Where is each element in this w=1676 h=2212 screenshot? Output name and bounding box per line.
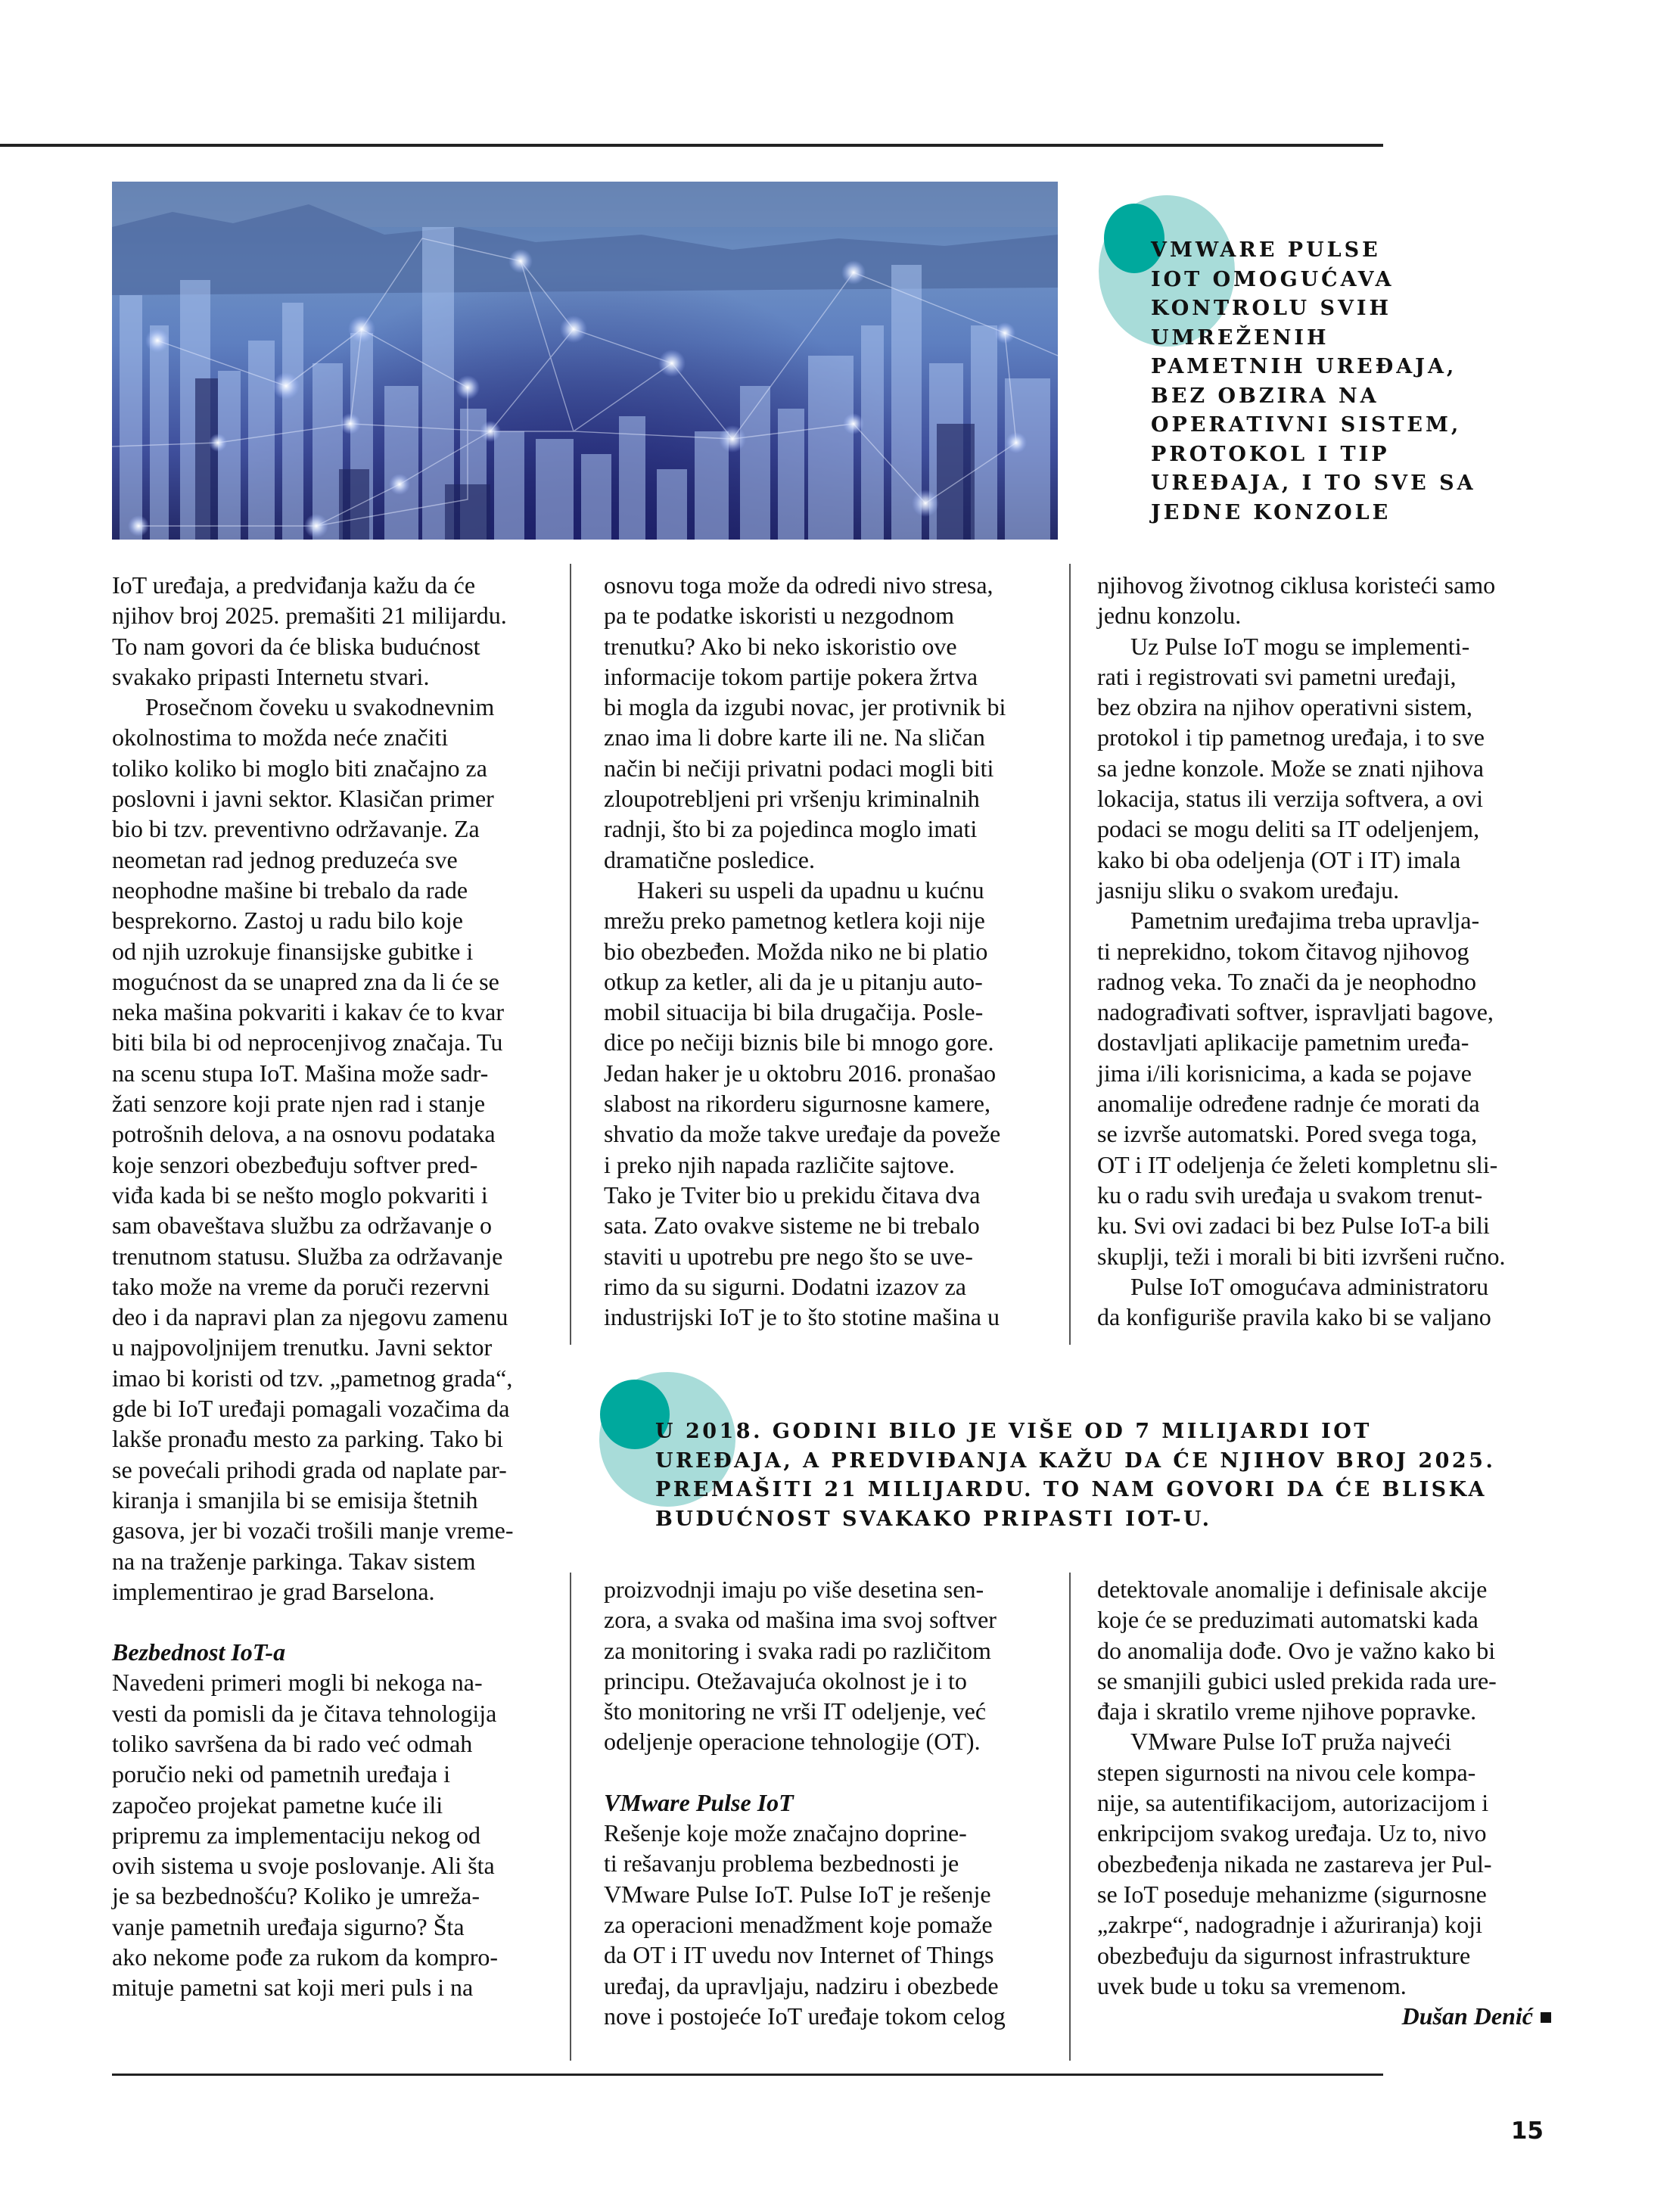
text-line: jasniju sliku o svakom uređaju. [1097,876,1400,904]
text-line: Uz Pulse IoT mogu se implementi- [1130,632,1470,660]
text-line: VMware Pulse IoT pruža najveći [1130,1728,1452,1756]
text-line: besprekorno. Zastoj u radu bilo koje [112,907,463,935]
city-network-illustration [112,182,1058,540]
text-line: VMware Pulse IoT. Pulse IoT je rešenje [604,1880,991,1908]
text-line: mituje pametni sat koji meri puls i na [112,1974,474,2002]
text-line: njihov broj 2025. premašiti 21 milijardu. [112,602,507,630]
text-line: deo i da napravi plan za njegovu zamenu [112,1303,508,1331]
paragraph [604,1818,1058,2031]
text-line: okolnostima to možda neće značiti [112,723,449,751]
text-line: kako bi oba odeljenja (OT i IT) imala [1097,845,1461,873]
pullquote-line: UREĐAJA, I TO SVE SA [1151,471,1476,495]
text-line: tako može na vreme da poruči rezervni [112,1272,490,1300]
text-line: shvatio da može takve uređaje da poveže [604,1120,1001,1148]
author-byline [1097,2001,1551,2031]
text-line: za monitoring i svaka radi po različitom [604,1636,991,1664]
text-line: toliko koliko bi moglo biti značajno za [112,754,487,782]
pullquote-line: PREMAŠITI 21 MILIJARDU. TO NAM GOVORI DA ĆE BLISKA [655,1478,1487,1501]
text-line: obezbeđuju da sigurnost infrastrukture [1097,1941,1471,1969]
text-line: ovih sistema u svoje poslovanje. Ali šta [112,1852,495,1880]
text-line: gde bi IoT uređaji pomagali vozačima da [112,1395,510,1423]
text-line: nije, sa autentifikacijom, autorizacijom i [1097,1789,1489,1817]
text-line: svakako pripasti Internetu stvari. [112,662,430,690]
pullquote-line: VMWARE PULSE [1151,238,1381,262]
paragraph [112,692,566,1607]
text-line: za operacioni menadžment koje pomaže [604,1910,993,1938]
text-line: Jedan haker je u oktobru 2016. pronašao [604,1059,997,1087]
text-line: da OT i IT uvedu nov Internet of Things [604,1941,994,1969]
text-line: pripremu za implementaciju nekog od [112,1821,480,1849]
text-line: da konfiguriše pravila kako bi se valjano [1097,1303,1491,1331]
text-line: njihovog životnog ciklusa koristeći samo [1097,571,1496,599]
text-line: otkup za ketler, ali da je u pitanju auto- [604,967,983,995]
text-line: nadograđivati softver, ispravljati bagove, [1097,998,1494,1026]
text-line: poslovni i javni sektor. Klasičan primer [112,785,494,813]
text-line: bio bi tzv. preventivno održavanje. Za [112,815,480,843]
text-line: toliko savršena da bi rado već odmah [112,1729,473,1757]
text-line: OT i IT odeljenja će želeti kompletnu sli- [1097,1150,1498,1178]
end-mark-icon [1541,2012,1551,2023]
text-line: je sa bezbednošću? Koliko je umreža- [112,1882,480,1910]
text-line: bio obezbeđen. Možda niko ne bi platio [604,937,988,965]
text-line: od njih uzrokuje finansijske gubitke i [112,937,474,965]
pullquote-line: BUDUĆNOST SVAKAKO PRIPASTI IOT-U. [655,1507,1212,1531]
text-line: proizvodnji imaju po više desetina sen- [604,1576,984,1603]
paragraph [1097,631,1551,906]
column-divider [570,1573,571,2061]
text-line: biti bila bi od neprocenjivog značaja. Tu [112,1028,503,1056]
text-line: započeo projekat pametne kuće ili [112,1790,443,1818]
text-line: Pametnim uređajima treba upravlja- [1130,907,1480,935]
text-line: se izvrše automatski. Pored svega toga, [1097,1120,1478,1148]
text-line: mobil situacija bi bila drugačija. Posle- [604,998,984,1026]
text-line: se povećali prihodi grada od naplate par- [112,1455,507,1483]
text-line: što monitoring ne vrši IT odeljenje, već [604,1697,987,1725]
text-line: anomalije određene radnje će morati da [1097,1090,1480,1118]
text-line: ti neprekidno, tokom čitavog njihovog [1097,937,1469,965]
text-line: Navedeni primeri mogli bi nekoga na- [112,1669,483,1697]
pullquote-line: UREĐAJA, A PREDVIĐANJA KAŽU DA ĆE NJIHOV BROJ 2025. [655,1448,1496,1473]
text-line: trenutnom statusu. Služba za održavanje [112,1242,503,1270]
subheading-security: Bezbednost IoT-a [112,1638,286,1666]
pullquote-line: U 2018. GODINI BILO JE VIŠE OD 7 MILIJARDI IOT [655,1420,1372,1443]
text-line: neophodne mašine bi trebalo da rade [112,876,468,904]
text-line: „zakrpe“, nadogradnje i ažuriranja) koji [1097,1911,1483,1939]
text-line: Rešenje koje može značajno doprine- [604,1819,967,1847]
text-line: bi mogla da izgubi novac, jer protivnik bi [604,693,1006,721]
text-line: Tako je Tviter bio u prekidu čitava dva [604,1181,981,1209]
text-line: imao bi koristi od tzv. „pametnog grada“, [112,1364,513,1392]
text-line: vanje pametnih uređaja sigurno? Šta [112,1912,465,1940]
text-line: kiranja i smanjila bi se emisija štetnih [112,1486,478,1514]
text-line: radnog veka. To znači da je neophodno [1097,967,1476,995]
text-line: se smanjili gubici usled prekida rada ure- [1097,1666,1497,1694]
text-line: način bi nečiji privatni podaci mogli biti [604,754,994,782]
text-line: vesti da pomisli da je čitava tehnologija [112,1699,497,1727]
column-divider [570,564,571,1345]
text-line: rati i registrovati svi pametni uređaji, [1097,662,1457,690]
pullquote-line: JEDNE KONZOLE [1151,500,1391,524]
text-line: zora, a svaka od mašina ima svoj softver [604,1606,997,1634]
text-line: uređaj, da upravljaju, nadziru i obezbede [604,1971,999,1999]
text-line: potrošnih delova, a na osnovu podataka [112,1120,496,1148]
text-line: implementirao je grad Barselona. [112,1577,435,1605]
text-line: lokacija, status ili verzija softvera, a ovi [1097,785,1484,813]
text-line: enkripcijom svakog uređaja. Uz to, nivo [1097,1819,1487,1847]
text-line: viđa kada bi se nešto moglo pokvariti i [112,1181,488,1209]
text-line: informacije tokom partije pokera žrtva [604,662,978,690]
text-line: nove i postojeće IoT uređaje tokom celog [604,2002,1006,2030]
paragraph [1097,570,1551,631]
text-line: đaja i skratilo vreme njihove popravke. [1097,1697,1477,1725]
text-line: obezbeđenja nikada ne zastareva jer Pul- [1097,1850,1492,1878]
text-line: sata. Zato ovakve sisteme ne bi trebalo [604,1212,980,1240]
text-line: dramatične posledice. [604,845,815,873]
column-divider [1069,564,1071,1345]
page-number: 15 [1510,2117,1544,2145]
text-line: ti rešavanju problema bezbednosti je [604,1850,959,1878]
text-line: lakše pronađu mesto za parking. Tako bi [112,1425,504,1453]
text-line: stepen sigurnosti na nivou cele kompa- [1097,1758,1476,1786]
subheading-vmware-pulse-iot: VMware Pulse IoT [604,1788,794,1816]
pullquote-line: IOT OMOGUĆAVA [1151,267,1395,291]
text-line: i preko njih napada različite sajtove. [604,1150,955,1178]
text-line: Prosečnom čoveku u svakodnevnim [145,693,495,721]
text-line: detektovale anomalije i definisale akcije [1097,1576,1488,1603]
text-line: dice po nečiji biznis bile bi mnogo gore. [604,1028,994,1056]
text-line: se IoT poseduje mehanizme (sigurnosne [1097,1880,1487,1908]
header-rule [0,144,1383,147]
paragraph [604,1574,1058,1757]
text-line: ku. Svi ovi zadaci bi bez Pulse IoT-a bili [1097,1212,1490,1240]
paragraph [1097,1726,1551,2001]
text-line: industrijski IoT je to što stotine mašina u [604,1303,1000,1331]
pullquote-line: PAMETNIH UREĐAJA, [1151,355,1457,378]
text-line: gasova, jer bi vozači trošili manje vreme- [112,1517,514,1545]
section-gap [604,1757,1058,1787]
article-column-2-top [604,570,1058,1332]
text-line: jednu konzolu. [1097,602,1242,630]
text-line: pa te podatke iskoristi u nezgodnom [604,602,955,630]
paragraph [112,1667,566,2002]
text-line: bez obzira na njihov operativni sistem, [1097,693,1472,721]
pullquote-line: BEZ OBZIRA NA [1151,384,1379,408]
text-line: sa jedne konzole. Može se znati njihova [1097,754,1484,782]
text-line: skuplji, teži i morali bi biti izvršeni ručno. [1097,1242,1506,1270]
text-line: na na traženje parkinga. Takav sistem [112,1547,476,1575]
pullquote-line: KONTROLU SVIH [1151,297,1392,320]
column-divider [1069,1573,1071,2061]
text-line: principu. Otežavajuća okolnost je i to [604,1666,967,1694]
text-line: sam obaveštava službu za održavanje o [112,1212,493,1240]
text-line: ako nekome pođe za rukom da kompro- [112,1943,499,1971]
text-line: osnovu toga može da odredi nivo stresa, [604,571,993,599]
text-line: mogućnost da se unapred zna da li će se [112,967,499,995]
paragraph [604,875,1058,1332]
text-line: žati senzore koji prate njen rad i stanje [112,1090,486,1118]
text-line: slabost na rikorderu sigurnosne kamere, [604,1090,990,1118]
pullquote-line: OPERATIVNI SISTEM, [1151,413,1462,437]
text-line: staviti u upotrebu pre nego što se uve- [604,1242,973,1270]
paragraph [1097,1271,1551,1333]
text-line: mrežu preko pametnog ketlera koji nije [604,907,985,935]
text-line: na scenu stupa IoT. Mašina može sadr- [112,1059,489,1087]
text-line: koje senzori obezbeđuju softver pred- [112,1150,478,1178]
text-line: do anomalija dođe. Ovo je važno kako bi [1097,1636,1496,1664]
article-column-3-bottom [1097,1574,1551,2031]
text-line: podaci se mogu deliti sa IT odeljenjem, [1097,815,1480,843]
text-line: jima i/ili korisnicima, a kada se pojave [1097,1059,1472,1087]
text-line: To nam govori da će bliska budućnost [112,632,480,660]
pullquote-line: UMREŽENIH [1151,325,1329,350]
article-column-2-bottom [604,1574,1058,2031]
hero-image [112,182,1058,540]
text-line: ku o radu svih uređaja u svakom trenut- [1097,1181,1483,1209]
paragraph [1097,905,1551,1271]
pullquote-bottom [655,1417,1533,1534]
text-line: rimo da su sigurni. Dodatni izazov za [604,1272,966,1300]
text-line: znao ima li dobre karte ili ne. Na sličan [604,723,985,751]
text-line: Hakeri su uspeli da upadnu u kućnu [637,876,984,904]
text-line: radnji, što bi za pojedinca moglo imati [604,815,978,843]
pullquote-top [1151,236,1544,527]
section-gap [112,1607,566,1637]
author-name: Dušan Denić [1401,2002,1533,2030]
paragraph [1097,1574,1551,1726]
pullquote-line: PROTOKOL I TIP [1151,442,1390,466]
article-column-3-top [1097,570,1551,1332]
text-line: neometan rad jednog preduzeća sve [112,845,458,873]
text-line: uvek bude u toku sa vremenom. [1097,1971,1407,1999]
paragraph [604,570,1058,875]
text-line: trenutku? Ako bi neko iskoristio ove [604,632,957,660]
text-line: odeljenje operacione tehnologije (OT). [604,1728,981,1756]
text-line: neka mašina pokvariti i kakav će to kvar [112,998,505,1026]
text-line: IoT uređaja, a predviđanja kažu da će [112,571,476,599]
text-line: dostavljati aplikacije pametnim uređa- [1097,1028,1469,1056]
text-line: u najpovoljnijem trenutku. Javni sektor [112,1333,493,1361]
text-line: protokol i tip pametnog uređaja, i to sve [1097,723,1485,751]
text-line: poručio neki od pametnih uređaja i [112,1760,450,1788]
paragraph [112,570,566,692]
text-line: koje će se preduzimati automatski kada [1097,1606,1479,1634]
footer-rule [112,2074,1383,2076]
article-column-1 [112,570,566,2003]
text-line: Pulse IoT omogućava administratoru [1130,1272,1489,1300]
text-line: zloupotrebljeni pri vršenju kriminalnih [604,785,980,813]
